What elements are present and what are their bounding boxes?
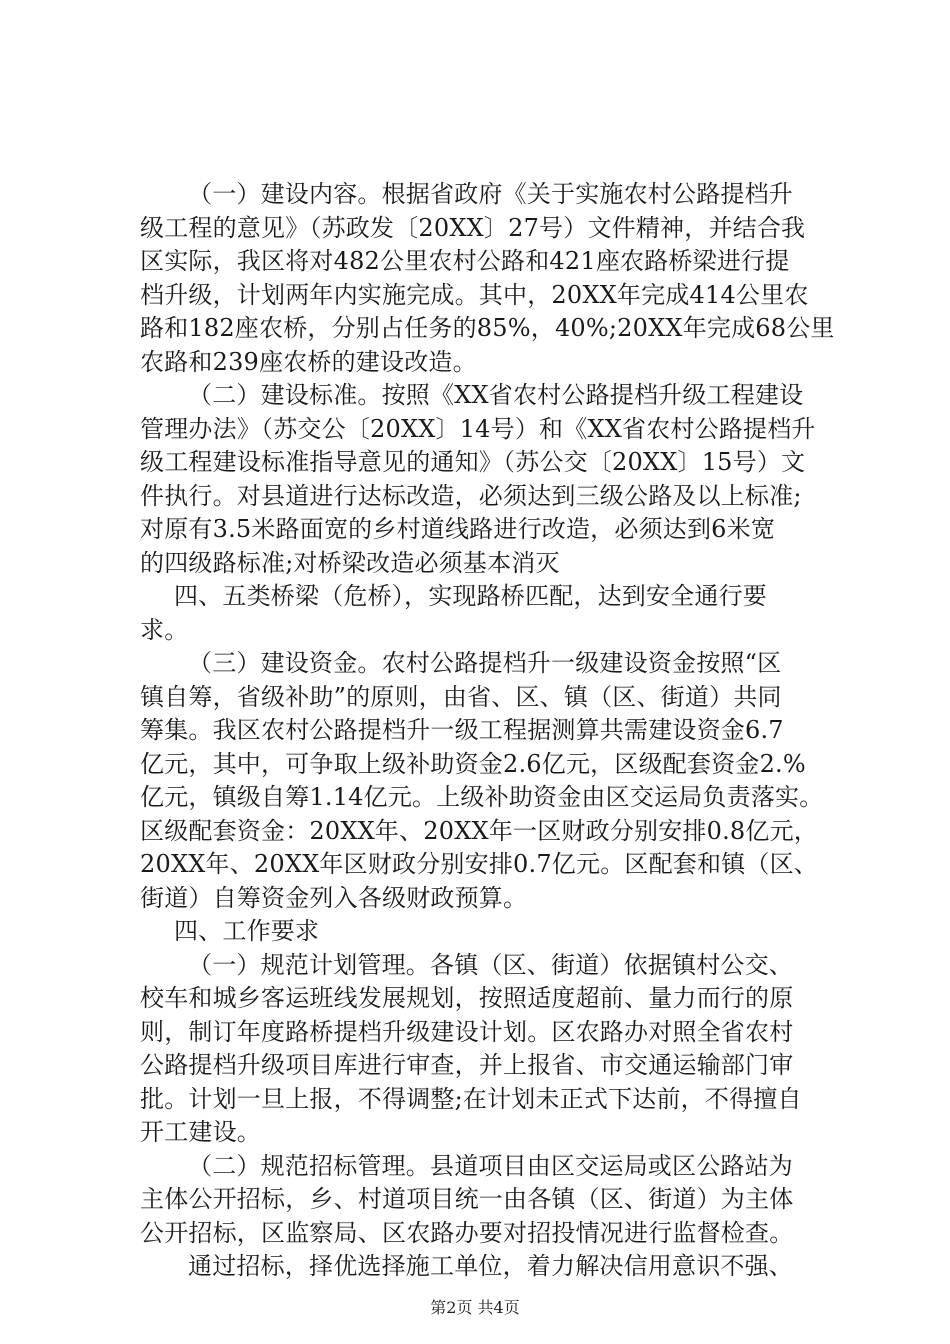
paragraph-line: 批。计划一旦上报，不得调整;在计划未正式下达前，不得擅自 [140,1084,802,1113]
paragraph-line: 则，制订年度路桥提档升级建设计划。区农路办对照全省农村 [140,1017,794,1046]
paragraph-line: 区实际，我区将对482公里农村公路和421座农路桥梁进行提 [140,247,790,275]
paragraph-line: 校车和城乡客运班线发展规划，按照适度超前、量力而行的原 [140,984,794,1012]
paragraph-line: 四、五类桥梁（危桥），实现路桥匹配，达到安全通行要 [174,582,767,610]
paragraph-line: 求。 [140,615,189,644]
paragraph-line: 亿元，镇级自筹1.14亿元。上级补助资金由区交运局负责落实。 [140,783,824,811]
paragraph-line: 档升级，计划两年内实施完成。其中，20XX年完成414公里农 [140,280,809,309]
paragraph-line: （二）建设标准。按照《XX省农村公路提档升级工程建设 [188,381,804,409]
paragraph-line: 的四级路标准;对桥梁改造必须基本消灭 [140,548,560,577]
document-body [140,178,835,1284]
paragraph-line: 公路提档升级项目库进行审查，并上报省、市交通运输部门审 [140,1051,794,1079]
paragraph-line: 公开招标，区监察局、区农路办要对招投情况进行监督检查。 [140,1218,794,1247]
paragraph-line: （二）规范招标管理。县道项目由区交运局或区公路站为 [188,1151,793,1180]
paragraph-line: 开工建设。 [140,1118,261,1146]
paragraph-line: 区级配套资金：20XX年、20XX年一区财政分别安排0.8亿元， [140,816,818,845]
paragraph-line: 通过招标，择优选择施工单位，着力解决信用意识不强、 [188,1252,793,1280]
paragraph-line: 对原有3.5米路面宽的乡村道线路进行改造，必须达到6米宽 [140,515,776,543]
paragraph-line: 20XX年、20XX年区财政分别安排0.7亿元。区配套和镇（区、 [140,850,818,878]
paragraph-line: 级工程的意见》（苏政发〔20XX〕27号）文件精神，并结合我 [140,213,806,242]
paragraph-line: 主体公开招标，乡、村道项目统一由各镇（区、街道）为主体 [140,1185,794,1213]
paragraph-line: （一）建设内容。根据省政府《关于实施农村公路提档升 [188,180,793,208]
paragraph-line: 件执行。对县道进行达标改造，必须达到三级公路及以上标准; [140,481,802,510]
page-number-footer: 第2页 共4页 [430,1298,520,1317]
paragraph-line: 级工程建设标准指导意见的通知》（苏公交〔20XX〕15号）文 [140,448,806,476]
paragraph-line: （一）规范计划管理。各镇（区、街道）依据镇村公交、 [188,950,793,979]
paragraph-line: （三）建设资金。农村公路提档升一级建设资金按照“区 [188,649,782,677]
paragraph-line: 街道）自筹资金列入各级财政预算。 [140,883,528,912]
paragraph-line: 农路和239座农桥的建设改造。 [140,347,477,376]
paragraph-line: 镇自筹，省级补助”的原则，由省、区、镇（区、街道）共同 [140,682,782,711]
section-heading: 四、工作要求 [174,917,320,945]
paragraph-line: 亿元，其中，可争取上级补助资金2.6亿元，区级配套资金2.% [140,749,806,778]
paragraph-line: 路和182座农桥，分别占任务的85%，40%;20XX年完成68公里 [140,314,835,342]
paragraph-line: 筹集。我区农村公路提档升一级工程据测算共需建设资金6.7 [140,716,784,744]
paragraph-line: 管理办法》（苏交公〔20XX〕14号）和《XX省农村公路提档升 [140,414,816,443]
